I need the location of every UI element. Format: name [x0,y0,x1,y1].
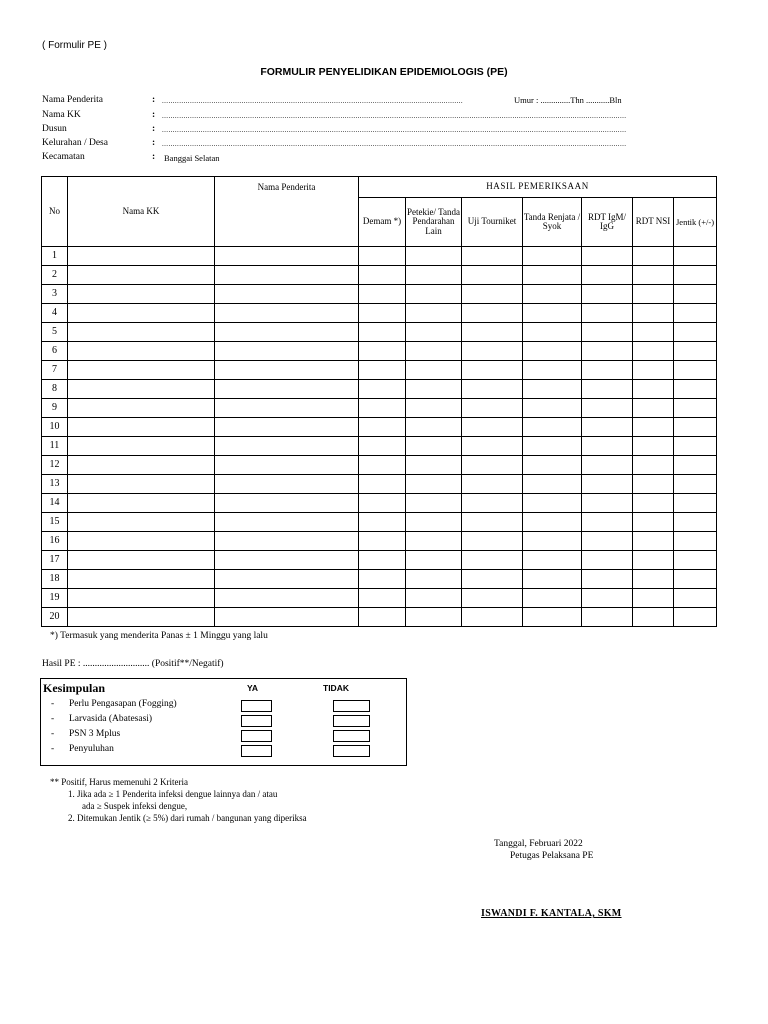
table-cell[interactable] [68,380,215,399]
field-label: Nama KK [42,110,81,120]
table-cell[interactable] [633,285,674,304]
table-cell[interactable] [68,399,215,418]
table-cell[interactable] [215,456,359,475]
table-cell[interactable] [462,323,523,342]
table-cell[interactable] [582,456,633,475]
table-cell[interactable] [633,323,674,342]
table-cell[interactable] [359,266,406,285]
field-dotted-line: ........................................................................................................................................................................................................................ [162,140,627,148]
table-cell[interactable] [633,342,674,361]
field-kelurahan-desa[interactable] [42,138,702,151]
criteria-line-1b: ada ≥ Suspek infeksi dengue, [82,801,188,811]
table-cell[interactable] [523,285,582,304]
row-number: 17 [42,551,68,570]
table-cell[interactable] [582,304,633,323]
signer-name: ISWANDI F. KANTALA, SKM [481,908,622,919]
table-cell[interactable] [359,285,406,304]
table-cell[interactable] [633,494,674,513]
table-cell[interactable] [633,532,674,551]
table-cell[interactable] [674,513,717,532]
table-cell[interactable] [633,475,674,494]
ya-checkbox-psn[interactable] [241,730,272,742]
table-cell[interactable] [359,247,406,266]
table-cell[interactable] [406,399,462,418]
criteria-notes [50,776,307,824]
table-row [42,456,717,475]
table-cell[interactable] [215,342,359,361]
table-cell[interactable] [68,456,215,475]
table-cell[interactable] [215,323,359,342]
table-row [42,608,717,627]
table-cell[interactable] [359,608,406,627]
signer-role: Petugas Pelaksana PE [510,851,594,861]
header-uji-tourniket: Uji Tourniket [462,198,523,247]
table-cell[interactable] [674,570,717,589]
table-cell[interactable] [462,418,523,437]
table-cell[interactable] [359,361,406,380]
field-dotted-line: ........................................................................................................................................................................................................................ [162,112,627,120]
table-cell[interactable] [215,247,359,266]
table-cell[interactable] [462,589,523,608]
table-row [42,513,717,532]
table-cell[interactable] [674,494,717,513]
field-nama-kk[interactable] [42,110,702,123]
table-cell[interactable] [462,247,523,266]
table-cell[interactable] [582,589,633,608]
table-cell[interactable] [215,361,359,380]
table-cell[interactable] [462,494,523,513]
table-cell[interactable] [359,475,406,494]
table-row [42,399,717,418]
table-cell[interactable] [633,380,674,399]
table-cell[interactable] [68,437,215,456]
table-cell[interactable] [674,475,717,494]
table-cell[interactable] [406,608,462,627]
header-tanda-renjata: Tanda Renjata / Syok [523,198,582,247]
table-cell[interactable] [215,399,359,418]
item-dash: - [51,699,55,709]
table-cell[interactable] [68,589,215,608]
table-cell[interactable] [406,266,462,285]
table-cell[interactable] [215,304,359,323]
item-label: Perlu Pengasapan (Fogging) [69,699,177,709]
table-cell[interactable] [674,589,717,608]
table-cell[interactable] [674,342,717,361]
table-row [42,323,717,342]
table-cell[interactable] [523,418,582,437]
table-cell[interactable] [462,475,523,494]
header-nama-kk: Nama KK [68,177,215,247]
table-cell[interactable] [582,418,633,437]
table-cell[interactable] [215,285,359,304]
table-cell[interactable] [674,380,717,399]
tidak-checkbox-penyuluhan[interactable] [333,745,370,757]
kecamatan-value: Banggai Selatan [164,153,220,163]
field-colon: : [152,110,156,120]
row-number: 18 [42,570,68,589]
table-cell[interactable] [674,266,717,285]
table-cell[interactable] [462,513,523,532]
table-row [42,475,717,494]
table-row [42,494,717,513]
criteria-heading: ** Positif, Harus memenuhi 2 Kriteria [50,777,188,787]
table-cell[interactable] [406,551,462,570]
row-number: 14 [42,494,68,513]
table-cell[interactable] [359,513,406,532]
table-cell[interactable] [68,513,215,532]
row-number: 7 [42,361,68,380]
table-cell[interactable] [633,399,674,418]
table-cell[interactable] [674,323,717,342]
table-cell[interactable] [582,323,633,342]
field-label: Nama Penderita [42,95,103,105]
row-number: 15 [42,513,68,532]
table-cell[interactable] [68,551,215,570]
field-colon: : [152,95,156,105]
table-cell[interactable] [68,342,215,361]
table-cell[interactable] [215,532,359,551]
table-cell[interactable] [523,589,582,608]
date-line: Tanggal, Februari 2022 [494,839,583,849]
table-cell[interactable] [523,456,582,475]
header-jentik: Jentik (+/-) [674,198,717,247]
field-colon: : [152,138,156,148]
table-cell[interactable] [359,494,406,513]
umur-field: Umur : ..............Thn ...........Bln [514,95,622,105]
table-cell[interactable] [674,456,717,475]
table-cell[interactable] [582,532,633,551]
table-cell[interactable] [215,513,359,532]
table-cell[interactable] [633,589,674,608]
field-label: Kelurahan / Desa [42,138,108,148]
table-cell[interactable] [215,437,359,456]
table-row [42,285,717,304]
row-number: 13 [42,475,68,494]
table-cell[interactable] [633,361,674,380]
table-row [42,247,717,266]
row-number: 10 [42,418,68,437]
field-colon: : [152,124,156,134]
table-cell[interactable] [523,304,582,323]
table-cell[interactable] [523,361,582,380]
table-cell[interactable] [523,266,582,285]
table-cell[interactable] [462,437,523,456]
table-cell[interactable] [582,380,633,399]
table-cell[interactable] [462,380,523,399]
table-cell[interactable] [406,475,462,494]
row-number: 11 [42,437,68,456]
table-cell[interactable] [674,399,717,418]
table-cell[interactable] [215,418,359,437]
table-cell[interactable] [406,342,462,361]
table-cell[interactable] [68,247,215,266]
header-hasil-pemeriksaan: HASIL PEMERIKSAAN [359,177,717,198]
header-nama-penderita: Nama Penderita [215,177,359,247]
row-number: 19 [42,589,68,608]
table-cell[interactable] [462,608,523,627]
table-cell[interactable] [633,266,674,285]
table-cell[interactable] [674,551,717,570]
header-petekie: Petekie/ Tanda Pendarahan Lain [406,198,462,247]
table-cell[interactable] [674,418,717,437]
table-cell[interactable] [68,608,215,627]
table-cell[interactable] [359,456,406,475]
exam-table [41,176,717,627]
table-cell[interactable] [674,285,717,304]
table-cell[interactable] [462,266,523,285]
ya-checkbox-larvasida[interactable] [241,715,272,727]
field-colon: : [152,152,156,162]
table-cell[interactable] [68,570,215,589]
table-cell[interactable] [523,513,582,532]
criteria-line-1: 1. Jika ada ≥ 1 Penderita infeksi dengue lainnya dan / atau [68,789,278,799]
table-cell[interactable] [215,551,359,570]
table-cell[interactable] [68,323,215,342]
table-cell[interactable] [68,266,215,285]
field-label: Dusun [42,124,67,134]
row-number: 3 [42,285,68,304]
table-cell[interactable] [406,532,462,551]
table-cell[interactable] [674,247,717,266]
table-cell[interactable] [523,342,582,361]
item-label: PSN 3 Mplus [69,729,121,739]
table-cell[interactable] [633,418,674,437]
table-cell[interactable] [633,513,674,532]
table-cell[interactable] [406,323,462,342]
header-demam: Demam *) [359,198,406,247]
tidak-checkbox-fogging[interactable] [333,700,370,712]
table-cell[interactable] [523,399,582,418]
table-cell[interactable] [68,361,215,380]
table-cell[interactable] [582,494,633,513]
tidak-header: TIDAK [323,683,349,693]
table-cell[interactable] [215,494,359,513]
table-cell[interactable] [462,570,523,589]
row-number: 16 [42,532,68,551]
table-cell[interactable] [523,323,582,342]
table-row [42,342,717,361]
hasil-pe-field[interactable]: Hasil PE : ............................ (Positif**/Negatif) [42,659,224,669]
table-cell[interactable] [633,456,674,475]
table-cell[interactable] [68,532,215,551]
table-cell[interactable] [68,304,215,323]
signature-block [494,838,593,862]
table-cell[interactable] [582,361,633,380]
header-no: No [42,177,68,247]
table-cell[interactable] [406,285,462,304]
table-cell[interactable] [68,494,215,513]
table-cell[interactable] [582,399,633,418]
table-cell[interactable] [582,285,633,304]
table-cell[interactable] [462,361,523,380]
kesimpulan-box [40,678,407,766]
table-cell[interactable] [406,437,462,456]
table-cell[interactable] [406,380,462,399]
table-cell[interactable] [633,247,674,266]
table-cell[interactable] [359,418,406,437]
table-cell[interactable] [406,570,462,589]
field-dotted-line: ........................................................................................................................................................................................................................ [162,126,627,134]
table-row [42,304,717,323]
table-cell[interactable] [215,570,359,589]
row-number: 4 [42,304,68,323]
table-cell[interactable] [359,304,406,323]
table-cell[interactable] [523,437,582,456]
table-cell[interactable] [582,551,633,570]
table-cell[interactable] [582,247,633,266]
table-row [42,532,717,551]
table-cell[interactable] [406,513,462,532]
table-cell[interactable] [359,323,406,342]
form-tag: ( Formulir PE ) [42,40,107,51]
row-number: 5 [42,323,68,342]
footnote: *) Termasuk yang menderita Panas ± 1 Minggu yang lalu [50,631,268,641]
table-cell[interactable] [406,418,462,437]
table-cell[interactable] [523,247,582,266]
table-row [42,589,717,608]
criteria-line-2: 2. Ditemukan Jentik (≥ 5%) dari rumah / bangunan yang diperiksa [68,813,307,823]
table-cell[interactable] [633,437,674,456]
table-cell[interactable] [359,589,406,608]
table-cell[interactable] [633,304,674,323]
table-cell[interactable] [582,342,633,361]
table-cell[interactable] [215,266,359,285]
table-cell[interactable] [582,608,633,627]
ya-checkbox-penyuluhan[interactable] [241,745,272,757]
table-cell[interactable] [462,532,523,551]
table-cell[interactable] [215,380,359,399]
table-cell[interactable] [359,342,406,361]
table-cell[interactable] [462,285,523,304]
table-cell[interactable] [359,399,406,418]
table-cell[interactable] [674,437,717,456]
table-cell[interactable] [582,570,633,589]
tidak-checkbox-larvasida[interactable] [333,715,370,727]
table-cell[interactable] [462,399,523,418]
table-cell[interactable] [523,570,582,589]
item-label: Penyuluhan [69,744,114,754]
table-cell[interactable] [359,532,406,551]
table-cell[interactable] [462,456,523,475]
table-cell[interactable] [406,456,462,475]
table-cell[interactable] [359,551,406,570]
table-cell[interactable] [523,532,582,551]
table-cell[interactable] [406,361,462,380]
table-cell[interactable] [582,513,633,532]
header-rdt-igm-igg: RDT IgM/ IgG [582,198,633,247]
table-cell[interactable] [406,589,462,608]
table-cell[interactable] [215,475,359,494]
table-row [42,380,717,399]
table-cell[interactable] [462,304,523,323]
table-cell[interactable] [633,551,674,570]
table-cell[interactable] [68,285,215,304]
table-cell[interactable] [674,608,717,627]
form-title: FORMULIR PENYELIDIKAN EPIDEMIOLOGIS (PE) [260,66,508,78]
tidak-checkbox-psn[interactable] [333,730,370,742]
table-cell[interactable] [674,304,717,323]
row-number: 9 [42,399,68,418]
row-number: 6 [42,342,68,361]
item-dash: - [51,714,55,724]
table-cell[interactable] [523,380,582,399]
table-cell[interactable] [523,551,582,570]
field-nama-penderita[interactable] [42,95,702,108]
item-label: Larvasida (Abatesasi) [69,714,153,724]
field-kecamatan[interactable] [42,152,702,165]
table-cell[interactable] [674,361,717,380]
table-cell[interactable] [215,589,359,608]
table-cell[interactable] [462,342,523,361]
table-cell[interactable] [359,437,406,456]
table-row [42,551,717,570]
row-number: 2 [42,266,68,285]
item-dash: - [51,744,55,754]
table-cell[interactable] [68,475,215,494]
row-number: 8 [42,380,68,399]
table-row [42,570,717,589]
item-dash: - [51,729,55,739]
ya-checkbox-fogging[interactable] [241,700,272,712]
field-label: Kecamatan [42,152,85,162]
table-cell[interactable] [359,380,406,399]
ya-header: YA [247,683,259,693]
row-number: 12 [42,456,68,475]
kesimpulan-title: Kesimpulan [43,681,106,695]
table-cell[interactable] [406,304,462,323]
table-row [42,266,717,285]
table-cell[interactable] [633,608,674,627]
table-cell[interactable] [406,247,462,266]
table-row [42,418,717,437]
table-cell[interactable] [462,551,523,570]
field-dusun[interactable] [42,124,702,137]
table-row [42,437,717,456]
table-cell[interactable] [582,266,633,285]
header-rdt-nsi: RDT NSI [633,198,674,247]
table-cell[interactable] [523,475,582,494]
table-cell[interactable] [215,608,359,627]
row-number: 20 [42,608,68,627]
table-cell[interactable] [582,475,633,494]
table-cell[interactable] [406,494,462,513]
table-cell[interactable] [633,570,674,589]
table-row [42,361,717,380]
row-number: 1 [42,247,68,266]
table-cell[interactable] [68,418,215,437]
table-cell[interactable] [582,437,633,456]
table-cell[interactable] [674,532,717,551]
table-cell[interactable] [359,570,406,589]
table-cell[interactable] [523,608,582,627]
field-dotted-line: ............................................................................................................................................ [162,97,463,105]
table-cell[interactable] [523,494,582,513]
